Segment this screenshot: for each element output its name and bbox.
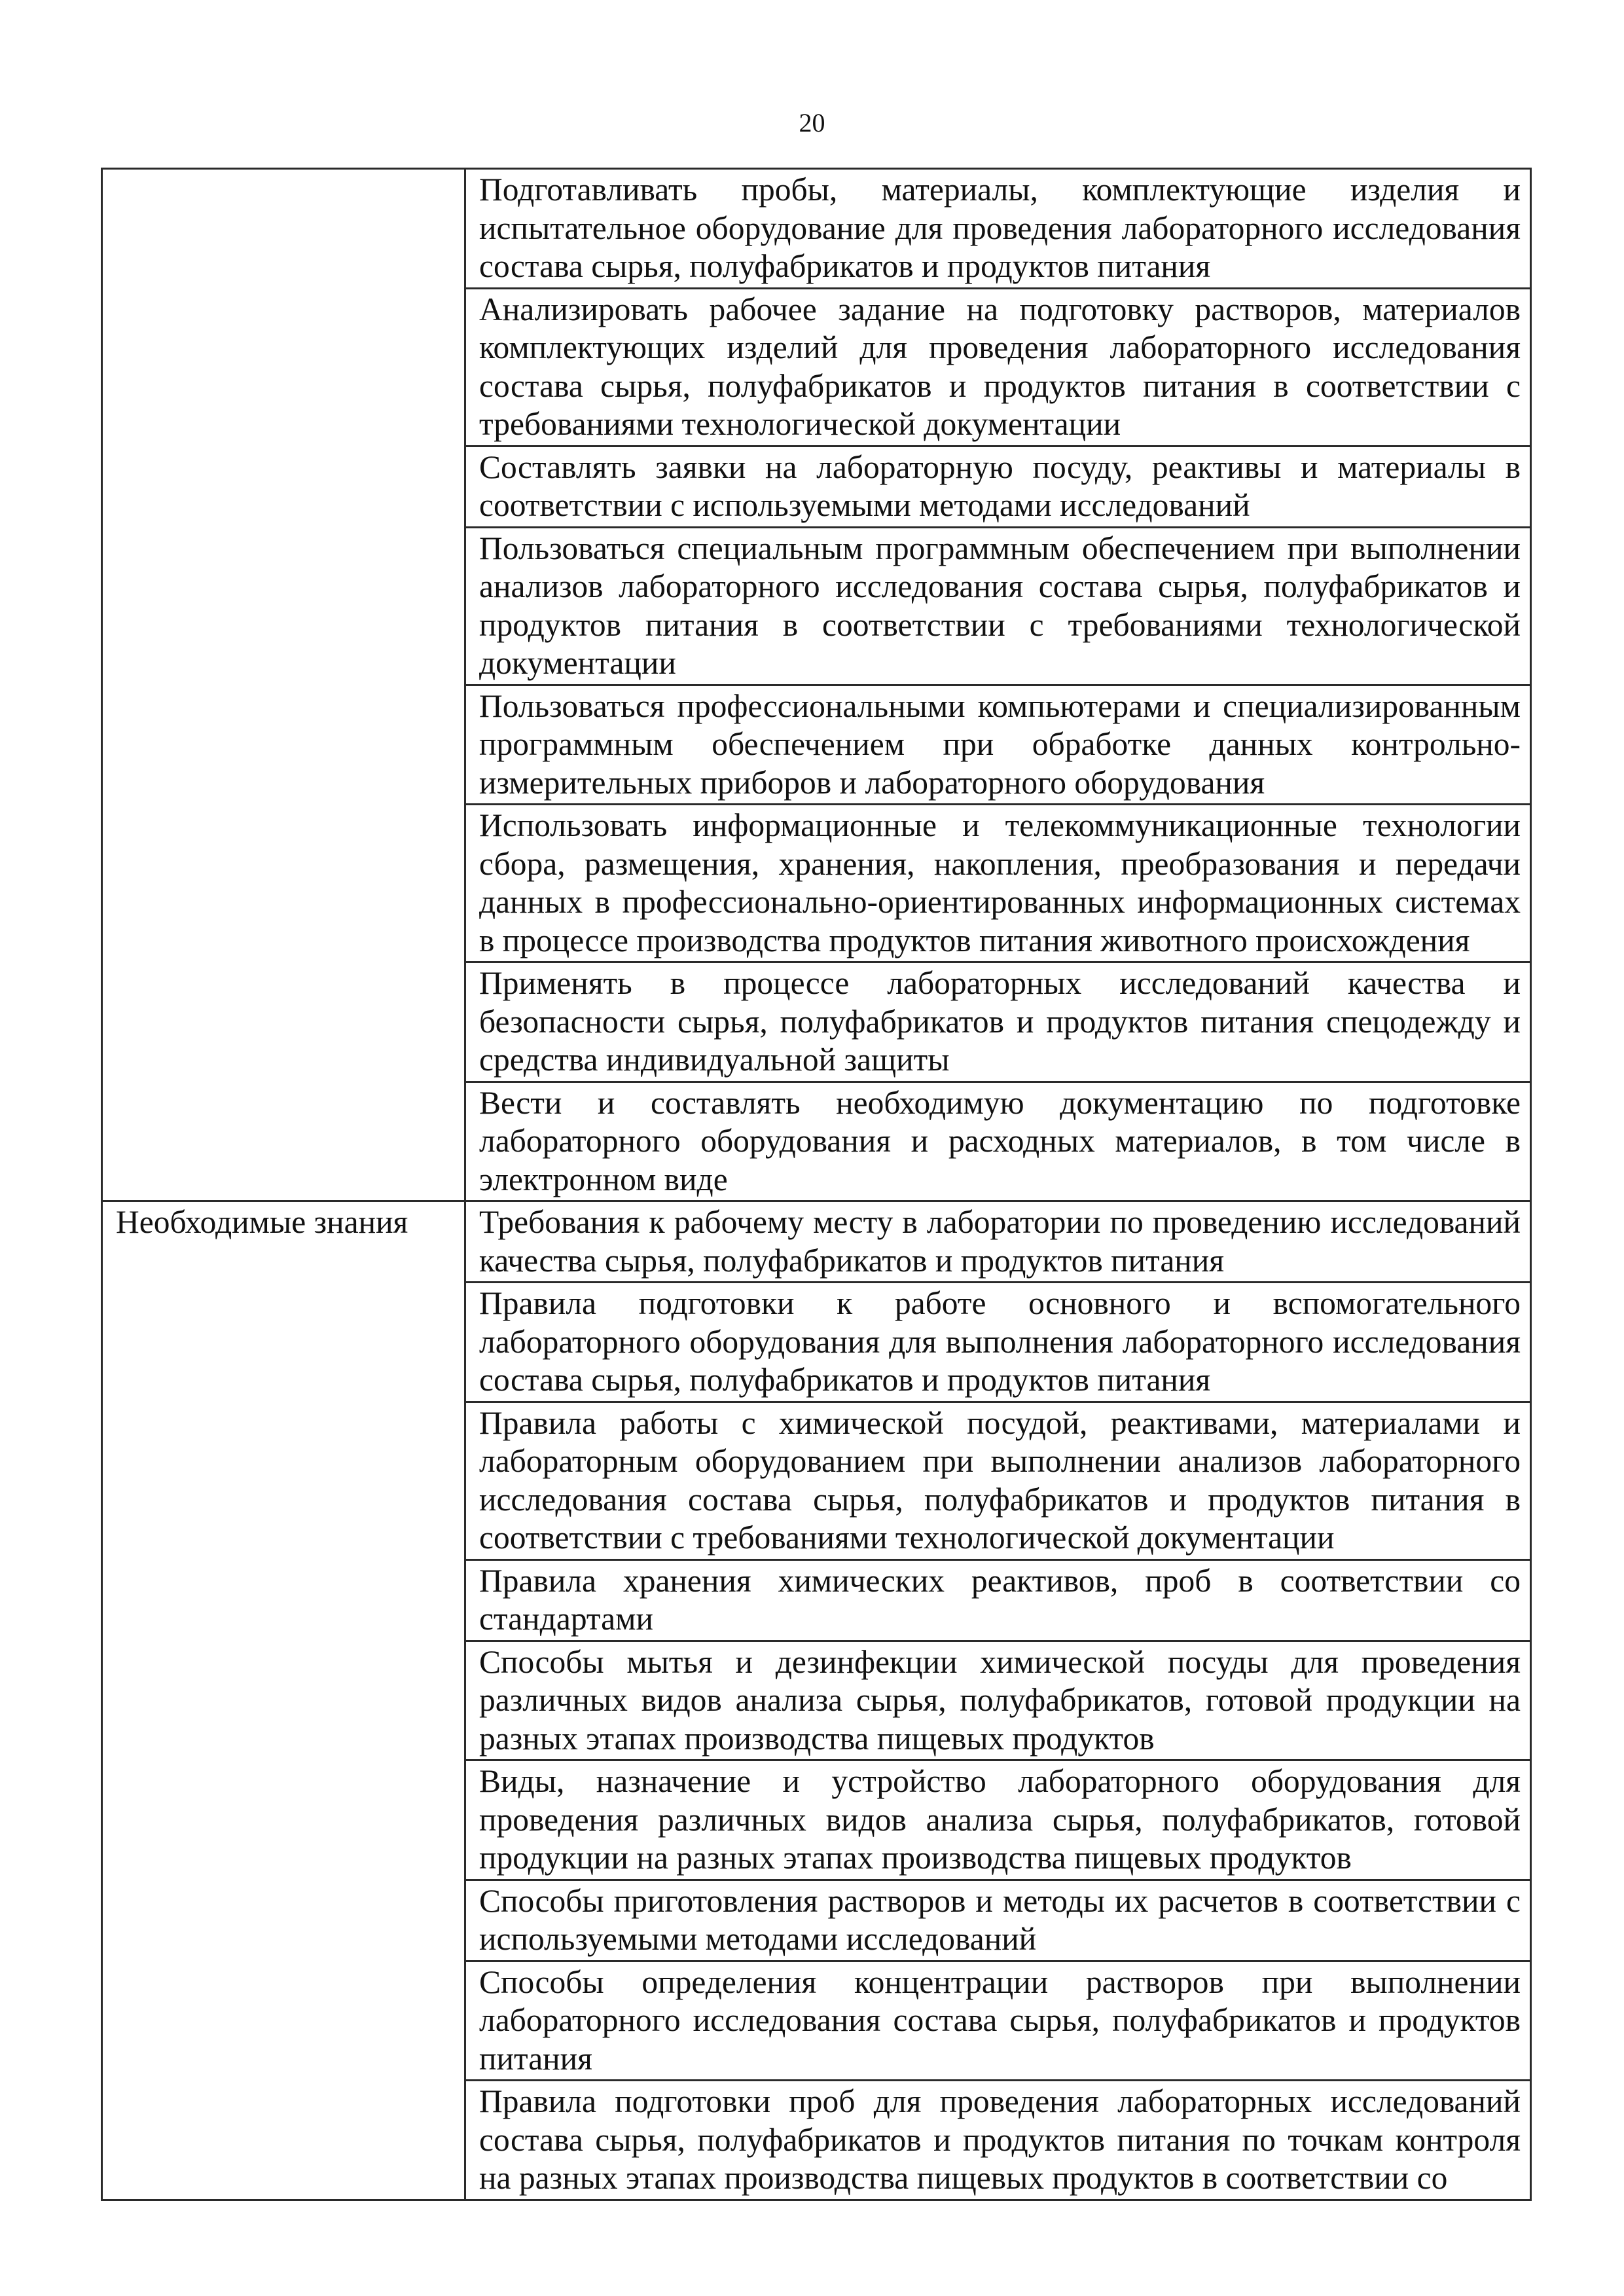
skill-item: Вести и составлять необходимую документацию по подготовке лабораторного оборудования и расходных материалов, в том числе в электронном виде — [465, 1082, 1531, 1201]
knowledge-item: Виды, назначение и устройство лабораторного оборудования для проведения различных видов анализа сырья, полуфабрикатов, готовой продукции на разных этапах производства пищевых продуктов — [465, 1760, 1531, 1880]
knowledge-item: Способы определения концентрации растворов при выполнении лабораторного исследования состава сырья, полуфабрикатов и продуктов питания — [465, 1961, 1531, 2081]
page-number: 20 — [799, 108, 825, 137]
knowledge-item: Правила подготовки проб для проведения лабораторных исследований состава сырья, полуфабрикатов и продуктов питания по точкам контроля на разных этапах производства пищевых продуктов в соответствии со — [465, 2081, 1531, 2200]
knowledge-item: Правила хранения химических реактивов, проб в соответствии со стандартами — [465, 1559, 1531, 1641]
skill-item: Использовать информационные и телекоммуникационные технологии сбора, размещения, хранения, накопления, преобразования и передачи данных в профессионально-ориентированных информационных системах в процессе производства продуктов питания животного происхождения — [465, 805, 1531, 962]
knowledge-item: Способы приготовления растворов и методы их расчетов в соответствии с используемыми методами исследований — [465, 1880, 1531, 1961]
knowledge-item: Правила работы с химической посудой, реактивами, материалами и лабораторным оборудованием при выполнении анализов лабораторного исследования состава сырья, полуфабрикатов и продуктов питания в соответствии с требованиями технологической документации — [465, 1402, 1531, 1559]
skill-item: Подготавливать пробы, материалы, комплектующие изделия и испытательное оборудование для проведения лабораторного исследования состава сырья, полуфабрикатов и продуктов питания — [465, 169, 1531, 289]
knowledge-item: Способы мытья и дезинфекции химической посуды для проведения различных видов анализа сырья, полуфабрикатов, готовой продукции на разных этапах производства пищевых продуктов — [465, 1641, 1531, 1760]
requirements-table — [101, 168, 1532, 2201]
skills-label-cell — [102, 169, 465, 1201]
skill-item: Применять в процессе лабораторных исследований качества и безопасности сырья, полуфабрикатов и продуктов питания спецодежду и средства индивидуальной защиты — [465, 962, 1531, 1082]
skill-item: Составлять заявки на лабораторную посуду, реактивы и материалы в соответствии с используемыми методами исследований — [465, 446, 1531, 527]
knowledge-label-cell: Необходимые знания — [102, 1201, 465, 2200]
table-row — [102, 1201, 1531, 1283]
skill-item: Пользоваться профессиональными компьютерами и специализированным программным обеспечением при обработке данных контрольно-измерительных приборов и лабораторного оборудования — [465, 685, 1531, 805]
skill-item: Пользоваться специальным программным обеспечением при выполнении анализов лабораторного исследования состава сырья, полуфабрикатов и продуктов питания в соответствии с требованиями технологической документации — [465, 527, 1531, 685]
knowledge-item: Правила подготовки к работе основного и вспомогательного лабораторного оборудования для выполнения лабораторного исследования состава сырья, полуфабрикатов и продуктов питания — [465, 1283, 1531, 1402]
table-row — [102, 169, 1531, 289]
skill-item: Анализировать рабочее задание на подготовку растворов, материалов комплектующих изделий для проведения лабораторного исследования состава сырья, полуфабрикатов и продуктов питания в соответствии с требованиями технологической документации — [465, 288, 1531, 446]
knowledge-item: Требования к рабочему месту в лаборатории по проведению исследований качества сырья, полуфабрикатов и продуктов питания — [465, 1201, 1531, 1283]
